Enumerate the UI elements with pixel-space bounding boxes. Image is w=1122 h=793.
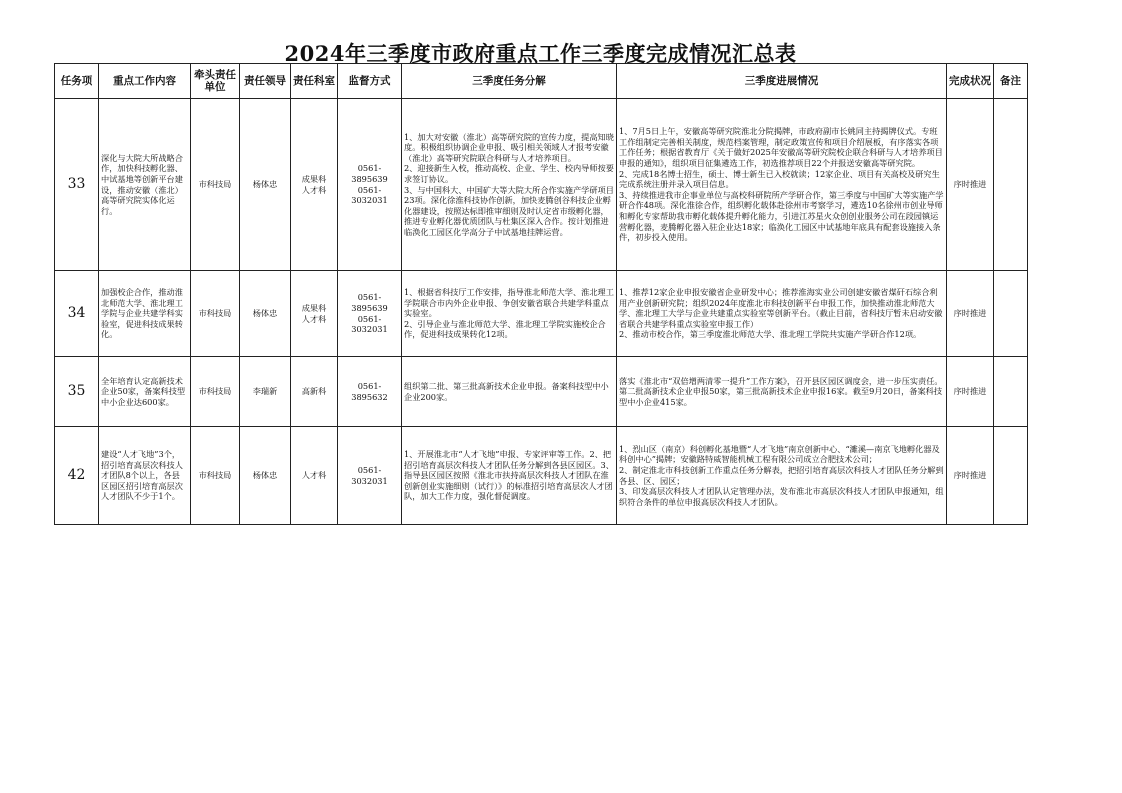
cell-task-no: 33 [55,99,99,271]
header-breakdown: 三季度任务分解 [402,64,617,99]
cell-lead-unit: 市科技局 [191,99,240,271]
cell-supervision: 0561-3032031 [351,464,388,486]
cell-leader: 杨体忠 [240,99,291,271]
cell-content: 深化与大院大所战略合作，加快科技孵化器、中试基地等创新平台建设，推动安徽（淮北）高等研究院实体化运行。 [101,152,183,216]
cell-status: 序时推进 [947,427,994,525]
table-row [55,271,1028,357]
header-dept: 责任科室 [291,64,338,99]
cell-progress: 1、7月5日上午，安徽高等研究院淮北分院揭牌，市政府副市长姚同主持揭牌仪式。专班工作组制定完善相关制度，规范档案管理，制定政策宣传和项目介绍展板，有序落实各项工作任务；根据省教育厅《关于做好2025年安徽高等研究院校企联合科研与人才培养项目申报的通知》，组织项目征集遴选工作，初选推荐项目22个并报送安徽高等研究院。 2、完成18名博士招生，硕士、博士新生已入校就读；12家企业、项目有关高校及研究生完成系统注册并录入项目信息。 3、持续推进我市企事业单位与高校科研院所产学研合作，第三季度与中国矿大等实施产学研合作48项。深化淮徐合作，组织孵化载体赴徐州市考察学习，遴选10名徐州市创业导师和孵化专家帮助我市孵化载体提升孵化能力，引进江苏星火众创创业服务公司在段园镇运营孵化器，麦腾孵化器入驻企业达18家；临涣化工园区中试基地年底具有配套设施接入条件，初步投入使用。 [619,126,944,243]
cell-remark [994,99,1028,271]
header-task-no: 任务项 [55,64,99,99]
cell-task-no: 42 [55,427,99,525]
cell-leader: 杨体忠 [240,427,291,525]
cell-status: 序时推进 [947,99,994,271]
header-remark: 备注 [994,64,1028,99]
cell-status: 序时推进 [947,357,994,427]
cell-dept: 成果科 人才科 [301,173,327,195]
header-leader: 责任领导 [240,64,291,99]
cell-progress: 1、烈山区（南京）科创孵化基地暨“人才飞地”南京创新中心、“濉溪—南京飞地孵化器及科创中心”揭牌；安徽路特威智能机械工程有限公司成立合肥技术公司； 2、制定淮北市科技创新工作重点任务分解表，把招引培育高层次科技人才团队任务分解到各县、区、园区； 3、印发高层次科技人才团队认定管理办法，发布淮北市高层次科技人才团队申报通知，组织符合条件的单位申报高层次科技人才团队。 [619,443,944,507]
cell-task-no: 35 [55,357,99,427]
cell-breakdown: 1、加大对安徽（淮北）高等研究院的宣传力度，提高知晓度。积极组织协调企业申报、吸引相关领域人才报考安徽（淮北）高等研究院联合科研与人才培养项目。 2、迎接新生入校，推动高校、企业、学生、校内导师按要求签订协议。 3、与中国科大、中国矿大等大院大所合作实施产学研项目23项。深化徐淮科技协作创新，加快麦腾创谷科技企业孵化器建设，按照达标即推审细则及时认定省市级孵化器，推进专业孵化器优质团队与杜集区深入合作。按计划推进临涣化工园区化学高分子中试基地挂牌运营。 [404,131,614,237]
header-row [55,64,1028,99]
table-row [55,357,1028,427]
cell-task-no: 34 [55,271,99,357]
cell-remark [994,271,1028,357]
cell-progress: 1、推荐12家企业申报安徽省企业研发中心；推荐淮海实业公司创建安徽省煤矸石综合利用产业创新研究院；组织2024年度淮北市科技创新平台申报工作，加快推动淮北师范大学、淮北理工大学与企业共建重点实验室等创新平台。（截止目前，省科技厅暂未启动安徽省联合共建学科重点实验室申报工作） 2、推动市校合作，第三季度淮北师范大学、淮北理工学院共实施产学研合作12项。 [619,287,943,340]
cell-supervision: 0561-3895632 [351,380,388,402]
cell-progress: 落实《淮北市“双倍增两清零一提升”工作方案》，召开县区园区调度会，进一步压实责任。第二批高新技术企业申报50家，第三批高新技术企业申报16家。截至9月20日，备案科技型中小企业415家。 [619,375,943,407]
cell-lead-unit: 市科技局 [191,271,240,357]
header-status: 完成状况 [947,64,994,99]
table-header [55,64,1028,99]
cell-dept: 人才科 [301,470,327,481]
cell-breakdown: 组织第二批、第三批高新技术企业申报。备案科技型中小企业200家。 [404,380,609,402]
cell-supervision: 0561-3895639 0561-3032031 [351,163,388,206]
cell-breakdown: 1、开展淮北市“人才飞地”申报、专家评审等工作。2、把招引培育高层次科技人才团队任务分解到各县区园区。3、指导县区园区按照《淮北市扶持高层次科技人才团队在淮创新创业实施细则（试行）》的标准招引培育高层次人才团队，加大工作力度，强化督促调度。 [404,449,614,502]
header-lead-unit: 牵头责任单位 [191,64,240,99]
summary-table [54,63,1028,525]
cell-remark [994,357,1028,427]
cell-lead-unit: 市科技局 [191,357,240,427]
cell-remark [994,427,1028,525]
cell-content: 加强校企合作，推动淮北师范大学、淮北理工学院与企业共建学科实验室，促进科技成果转化。 [101,287,183,340]
cell-dept: 成果科 人才科 [301,302,327,324]
cell-supervision: 0561-3895639 0561-3032031 [351,292,388,335]
page-title: 2024年三季度市政府重点工作三季度完成情况汇总表 [284,41,797,66]
cell-leader: 李瑞新 [240,357,291,427]
table-row [55,99,1028,271]
cell-content: 全年培育认定高新技术企业50家，备案科技型中小企业达600家。 [101,375,186,407]
header-supervision: 监督方式 [338,64,402,99]
cell-status: 序时推进 [947,271,994,357]
header-progress: 三季度进展情况 [617,64,947,99]
cell-leader: 杨体忠 [240,271,291,357]
cell-lead-unit: 市科技局 [191,427,240,525]
table-body [55,99,1028,525]
cell-dept: 高新科 [301,386,327,397]
table-row [55,427,1028,525]
cell-content: 建设“人才飞地”3个，招引培育高层次科技人才团队8个以上，各县区园区招引培育高层次人才团队不少于1个。 [101,449,183,502]
header-content: 重点工作内容 [99,64,191,99]
cell-breakdown: 1、根据省科技厅工作安排，指导淮北师范大学、淮北理工学院联合市内外企业申报、争创安徽省联合共建学科重点实验室。 2、引导企业与淮北师范大学、淮北理工学院实施校企合作，促进科技成果转化12项。 [404,287,614,340]
